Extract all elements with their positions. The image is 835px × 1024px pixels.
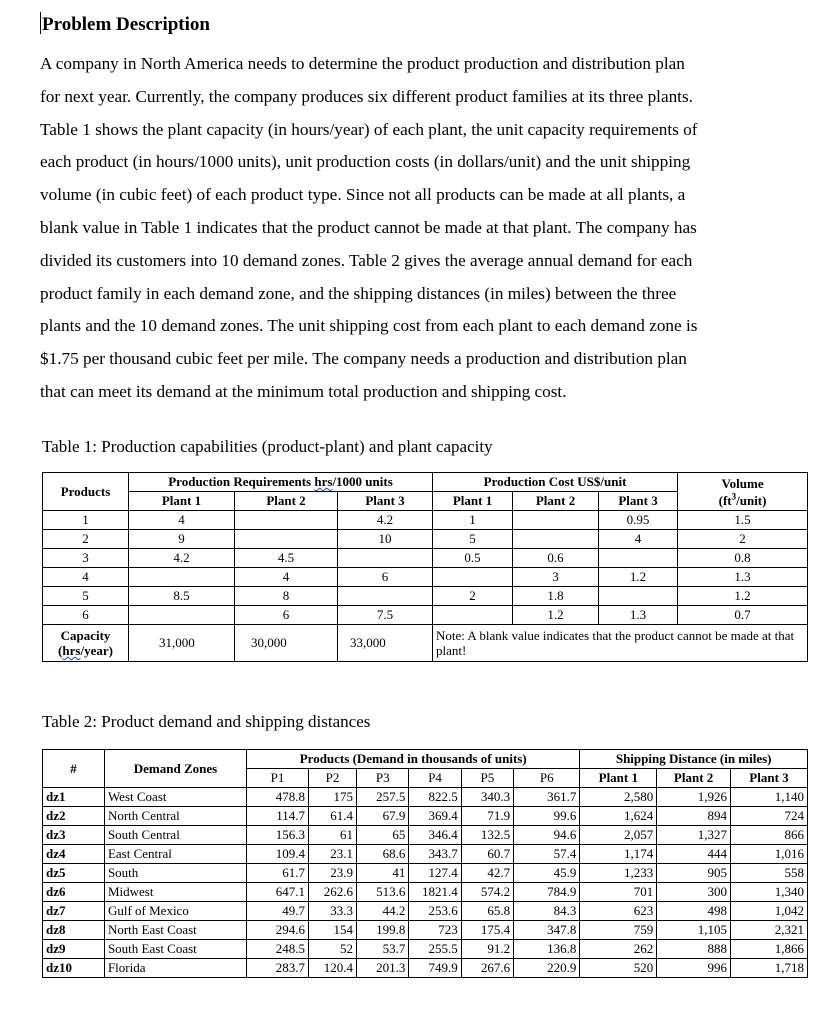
product-number: 4 (43, 568, 129, 587)
plant-subheader: Plant 1 (129, 492, 235, 511)
table-cell: 4 (129, 511, 235, 530)
zone-id: dz9 (43, 940, 105, 959)
demand-cell: 44.2 (357, 902, 409, 921)
table-cell: 1.3 (599, 606, 678, 625)
demand-cell: 68.6 (357, 845, 409, 864)
demand-cell: 67.9 (357, 807, 409, 826)
table-cell (513, 530, 599, 549)
table-cell: 1.8 (513, 587, 599, 606)
demand-cell: 120.4 (308, 959, 356, 978)
table-cell: 0.95 (599, 511, 678, 530)
paragraph-line: A company in North America needs to determine the product production and distribution plan (40, 54, 685, 73)
table-cell: 3 (513, 568, 599, 587)
demand-cell: 257.5 (357, 788, 409, 807)
product-number: 6 (43, 606, 129, 625)
zone-id: dz4 (43, 845, 105, 864)
distance-cell: 1,233 (580, 864, 657, 883)
table-cell (433, 568, 513, 587)
table-cell (599, 587, 678, 606)
distance-cell: 724 (730, 807, 807, 826)
paragraph-line: for next year. Currently, the company produces six different product families at its three plants. (40, 86, 693, 106)
demand-cell: 57.4 (514, 845, 580, 864)
volume-header: Volume $(ft^3/unit)$ (678, 473, 808, 511)
distance-cell: 1,340 (730, 883, 807, 902)
table-row (43, 511, 808, 530)
table-cell: 9 (129, 530, 235, 549)
product-col-header: P6 (514, 769, 580, 788)
products-demand-header: Products (Demand in thousands of units) (247, 750, 580, 769)
demand-cell: 154 (308, 921, 356, 940)
demand-cell: 294.6 (247, 921, 309, 940)
table-row (43, 940, 808, 959)
zone-name: Florida (104, 959, 246, 978)
capacity-plant-2: 30,000 (235, 625, 338, 662)
paragraph-line: each product (in hours/1000 units), unit production costs (in dollars/unit) and the unit shipping (40, 152, 691, 172)
table-row (43, 959, 808, 978)
product-number: 5 (43, 587, 129, 606)
table-cell: 2 (678, 530, 808, 549)
distance-cell: 1,174 (580, 845, 657, 864)
demand-cell: 255.5 (409, 940, 461, 959)
table-cell: 8.5 (129, 587, 235, 606)
table-cell: 1.2 (599, 568, 678, 587)
table-cell: 8 (235, 587, 338, 606)
demand-cell: 262.6 (308, 883, 356, 902)
paragraph-line: that can meet its demand at the minimum total production and shipping cost. (40, 381, 567, 401)
table-cell: 1.3 (678, 568, 808, 587)
demand-cell: 114.7 (247, 807, 309, 826)
table-row (43, 587, 808, 606)
table-cell: 6 (235, 606, 338, 625)
table2-caption: Table 2: Product demand and shipping distances (42, 712, 371, 731)
table-cell (338, 549, 433, 568)
product-col-header: P5 (461, 769, 513, 788)
zone-id: dz5 (43, 864, 105, 883)
table-row (43, 606, 808, 625)
page-title: Problem Description (42, 14, 210, 35)
product-col-header: P2 (308, 769, 356, 788)
zone-id: dz2 (43, 807, 105, 826)
plant-subheader: Plant 3 (338, 492, 433, 511)
table-cell (338, 587, 433, 606)
paragraph-line: Table 1 shows the plant capacity (in hours/year) of each plant, the unit capacity requirements of (40, 119, 698, 139)
demand-cell: 65.8 (461, 902, 513, 921)
table-row (43, 845, 808, 864)
demand-cell: 94.6 (514, 826, 580, 845)
table-cell: 0.7 (678, 606, 808, 625)
distance-cell: 894 (657, 807, 731, 826)
distance-cell: 905 (657, 864, 731, 883)
table-row (43, 788, 808, 807)
demand-cell: 199.8 (357, 921, 409, 940)
distance-cell: 300 (657, 883, 731, 902)
products-header: Products (43, 473, 129, 511)
demand-cell: 784.9 (514, 883, 580, 902)
table-cell (433, 606, 513, 625)
demand-cell: 45.9 (514, 864, 580, 883)
distance-cell: 1,327 (657, 826, 731, 845)
demand-cell: 369.4 (409, 807, 461, 826)
problem-paragraph (40, 48, 810, 409)
plant-col-header: Plant 2 (657, 769, 731, 788)
demand-cell: 340.3 (461, 788, 513, 807)
capacity-plant-3: 33,000 (338, 625, 433, 662)
table-cell: 1 (433, 511, 513, 530)
production-cost-header: Production Cost US$/unit (433, 473, 678, 492)
zone-id: dz6 (43, 883, 105, 902)
demand-cell: 132.5 (461, 826, 513, 845)
table-cell: 1.2 (678, 587, 808, 606)
demand-cell: 61.7 (247, 864, 309, 883)
distance-cell: 1,016 (730, 845, 807, 864)
zone-name: North Central (104, 807, 246, 826)
distance-cell: 498 (657, 902, 731, 921)
demand-cell: 23.1 (308, 845, 356, 864)
demand-cell: 343.7 (409, 845, 461, 864)
table-cell: 6 (338, 568, 433, 587)
demand-cell: 33.3 (308, 902, 356, 921)
demand-cell: 283.7 (247, 959, 309, 978)
zone-name: Gulf of Mexico (104, 902, 246, 921)
plant-subheader: Plant 1 (433, 492, 513, 511)
demand-cell: 53.7 (357, 940, 409, 959)
plant-subheader: Plant 2 (235, 492, 338, 511)
table-row (43, 883, 808, 902)
plant-col-header: Plant 1 (580, 769, 657, 788)
distance-cell: 1,866 (730, 940, 807, 959)
paragraph-line: divided its customers into 10 demand zones. Table 2 gives the average annual demand for each (40, 250, 693, 270)
demand-cell: 71.9 (461, 807, 513, 826)
table-cell: 2 (433, 587, 513, 606)
product-number: 1 (43, 511, 129, 530)
demand-cell: 156.3 (247, 826, 309, 845)
table-row (43, 530, 808, 549)
table-row (43, 902, 808, 921)
table-cell: 1.2 (513, 606, 599, 625)
demand-cell: 201.3 (357, 959, 409, 978)
distance-cell: 2,321 (730, 921, 807, 940)
zone-id: dz7 (43, 902, 105, 921)
table-cell: 10 (338, 530, 433, 549)
product-col-header: P1 (247, 769, 309, 788)
table-cell (129, 606, 235, 625)
capacity-plant-1: 31,000 (129, 625, 235, 662)
distance-cell: 1,042 (730, 902, 807, 921)
demand-cell: 61 (308, 826, 356, 845)
table-row (43, 807, 808, 826)
distance-cell: 888 (657, 940, 731, 959)
demand-cell: 136.8 (514, 940, 580, 959)
distance-cell: 623 (580, 902, 657, 921)
demand-cell: 52 (308, 940, 356, 959)
distance-cell: 2,580 (580, 788, 657, 807)
distance-cell: 1,105 (657, 921, 731, 940)
plant-subheader: Plant 2 (513, 492, 599, 511)
demand-cell: 49.7 (247, 902, 309, 921)
zone-name: North East Coast (104, 921, 246, 940)
production-requirements-header: Production Requirements hrs/1000 units (129, 473, 433, 492)
paragraph-line: product family in each demand zone, and the shipping distances (in miles) between the three (40, 283, 677, 303)
demand-cell: 41 (357, 864, 409, 883)
zone-name: East Central (104, 845, 246, 864)
demand-cell: 109.4 (247, 845, 309, 864)
capacity-row (43, 625, 808, 662)
table-cell: 5 (433, 530, 513, 549)
demand-cell: 175 (308, 788, 356, 807)
table-row (43, 921, 808, 940)
table-cell: 4 (235, 568, 338, 587)
zone-name: South (104, 864, 246, 883)
table-cell: 0.8 (678, 549, 808, 568)
table-cell (129, 568, 235, 587)
demand-cell: 749.9 (409, 959, 461, 978)
distance-cell: 866 (730, 826, 807, 845)
table-row (43, 568, 808, 587)
demand-cell: 361.7 (514, 788, 580, 807)
product-col-header: P3 (357, 769, 409, 788)
table-cell: 4.2 (129, 549, 235, 568)
demand-cell: 175.4 (461, 921, 513, 940)
zone-name: West Coast (104, 788, 246, 807)
paragraph-line: volume (in cubic feet) of each product type. Since not all products can be made at all plants, a (40, 185, 686, 205)
table-cell: 7.5 (338, 606, 433, 625)
distance-cell: 262 (580, 940, 657, 959)
demand-cell: 220.9 (514, 959, 580, 978)
capacity-label: Capacity (hrs/year) (43, 625, 129, 662)
demand-cell: 84.3 (514, 902, 580, 921)
distance-cell: 1,926 (657, 788, 731, 807)
demand-cell: 127.4 (409, 864, 461, 883)
blank-value-note: Note: A blank value indicates that the product cannot be made at that plant! (433, 625, 808, 662)
table-row (43, 549, 808, 568)
product-col-header: P4 (409, 769, 461, 788)
distance-cell: 558 (730, 864, 807, 883)
zone-id: dz3 (43, 826, 105, 845)
table-cell: 1.5 (678, 511, 808, 530)
table-cell: 4.2 (338, 511, 433, 530)
demand-cell: 60.7 (461, 845, 513, 864)
distance-cell: 701 (580, 883, 657, 902)
zone-id: dz1 (43, 788, 105, 807)
table-row (43, 826, 808, 845)
zone-name: Midwest (104, 883, 246, 902)
demand-cell: 513.6 (357, 883, 409, 902)
table-cell (599, 549, 678, 568)
table-cell: 0.5 (433, 549, 513, 568)
demand-zones-header: Demand Zones (104, 750, 246, 788)
distance-cell: 1,624 (580, 807, 657, 826)
demand-cell: 346.4 (409, 826, 461, 845)
demand-cell: 347.8 (514, 921, 580, 940)
demand-cell: 723 (409, 921, 461, 940)
distance-cell: 444 (657, 845, 731, 864)
demand-cell: 647.1 (247, 883, 309, 902)
paragraph-line: plants and the 10 demand zones. The unit shipping cost from each plant to each demand zone is (40, 316, 698, 336)
demand-distance-table (42, 749, 808, 978)
production-capabilities-table (42, 472, 808, 662)
hash-header: # (43, 750, 105, 788)
table-cell (235, 511, 338, 530)
paragraph-line: blank value in Table 1 indicates that the product cannot be made at that plant. The company has (40, 217, 697, 237)
demand-cell: 99.6 (514, 807, 580, 826)
demand-cell: 253.6 (409, 902, 461, 921)
demand-cell: 23.9 (308, 864, 356, 883)
zone-name: South Central (104, 826, 246, 845)
table-cell: 0.6 (513, 549, 599, 568)
product-number: 3 (43, 549, 129, 568)
demand-cell: 267.6 (461, 959, 513, 978)
plant-subheader: Plant 3 (599, 492, 678, 511)
table-cell (513, 511, 599, 530)
table-row (43, 864, 808, 883)
distance-cell: 996 (657, 959, 731, 978)
demand-cell: 574.2 (461, 883, 513, 902)
shipping-distance-header: Shipping Distance (in miles) (580, 750, 808, 769)
demand-cell: 42.7 (461, 864, 513, 883)
table-cell (235, 530, 338, 549)
demand-cell: 65 (357, 826, 409, 845)
table-cell: 4 (599, 530, 678, 549)
demand-cell: 61.4 (308, 807, 356, 826)
plant-col-header: Plant 3 (730, 769, 807, 788)
paragraph-line: $1.75 per thousand cubic feet per mile. The company needs a production and distribution plan (40, 349, 687, 369)
distance-cell: 2,057 (580, 826, 657, 845)
demand-cell: 248.5 (247, 940, 309, 959)
demand-cell: 478.8 (247, 788, 309, 807)
text-cursor (40, 12, 41, 34)
demand-cell: 822.5 (409, 788, 461, 807)
zone-name: South East Coast (104, 940, 246, 959)
table-cell: 4.5 (235, 549, 338, 568)
distance-cell: 520 (580, 959, 657, 978)
zone-id: dz8 (43, 921, 105, 940)
zone-id: dz10 (43, 959, 105, 978)
distance-cell: 1,718 (730, 959, 807, 978)
demand-cell: 91.2 (461, 940, 513, 959)
product-number: 2 (43, 530, 129, 549)
distance-cell: 759 (580, 921, 657, 940)
distance-cell: 1,140 (730, 788, 807, 807)
demand-cell: 1821.4 (409, 883, 461, 902)
table1-caption: Table 1: Production capabilities (product-plant) and plant capacity (42, 437, 493, 456)
